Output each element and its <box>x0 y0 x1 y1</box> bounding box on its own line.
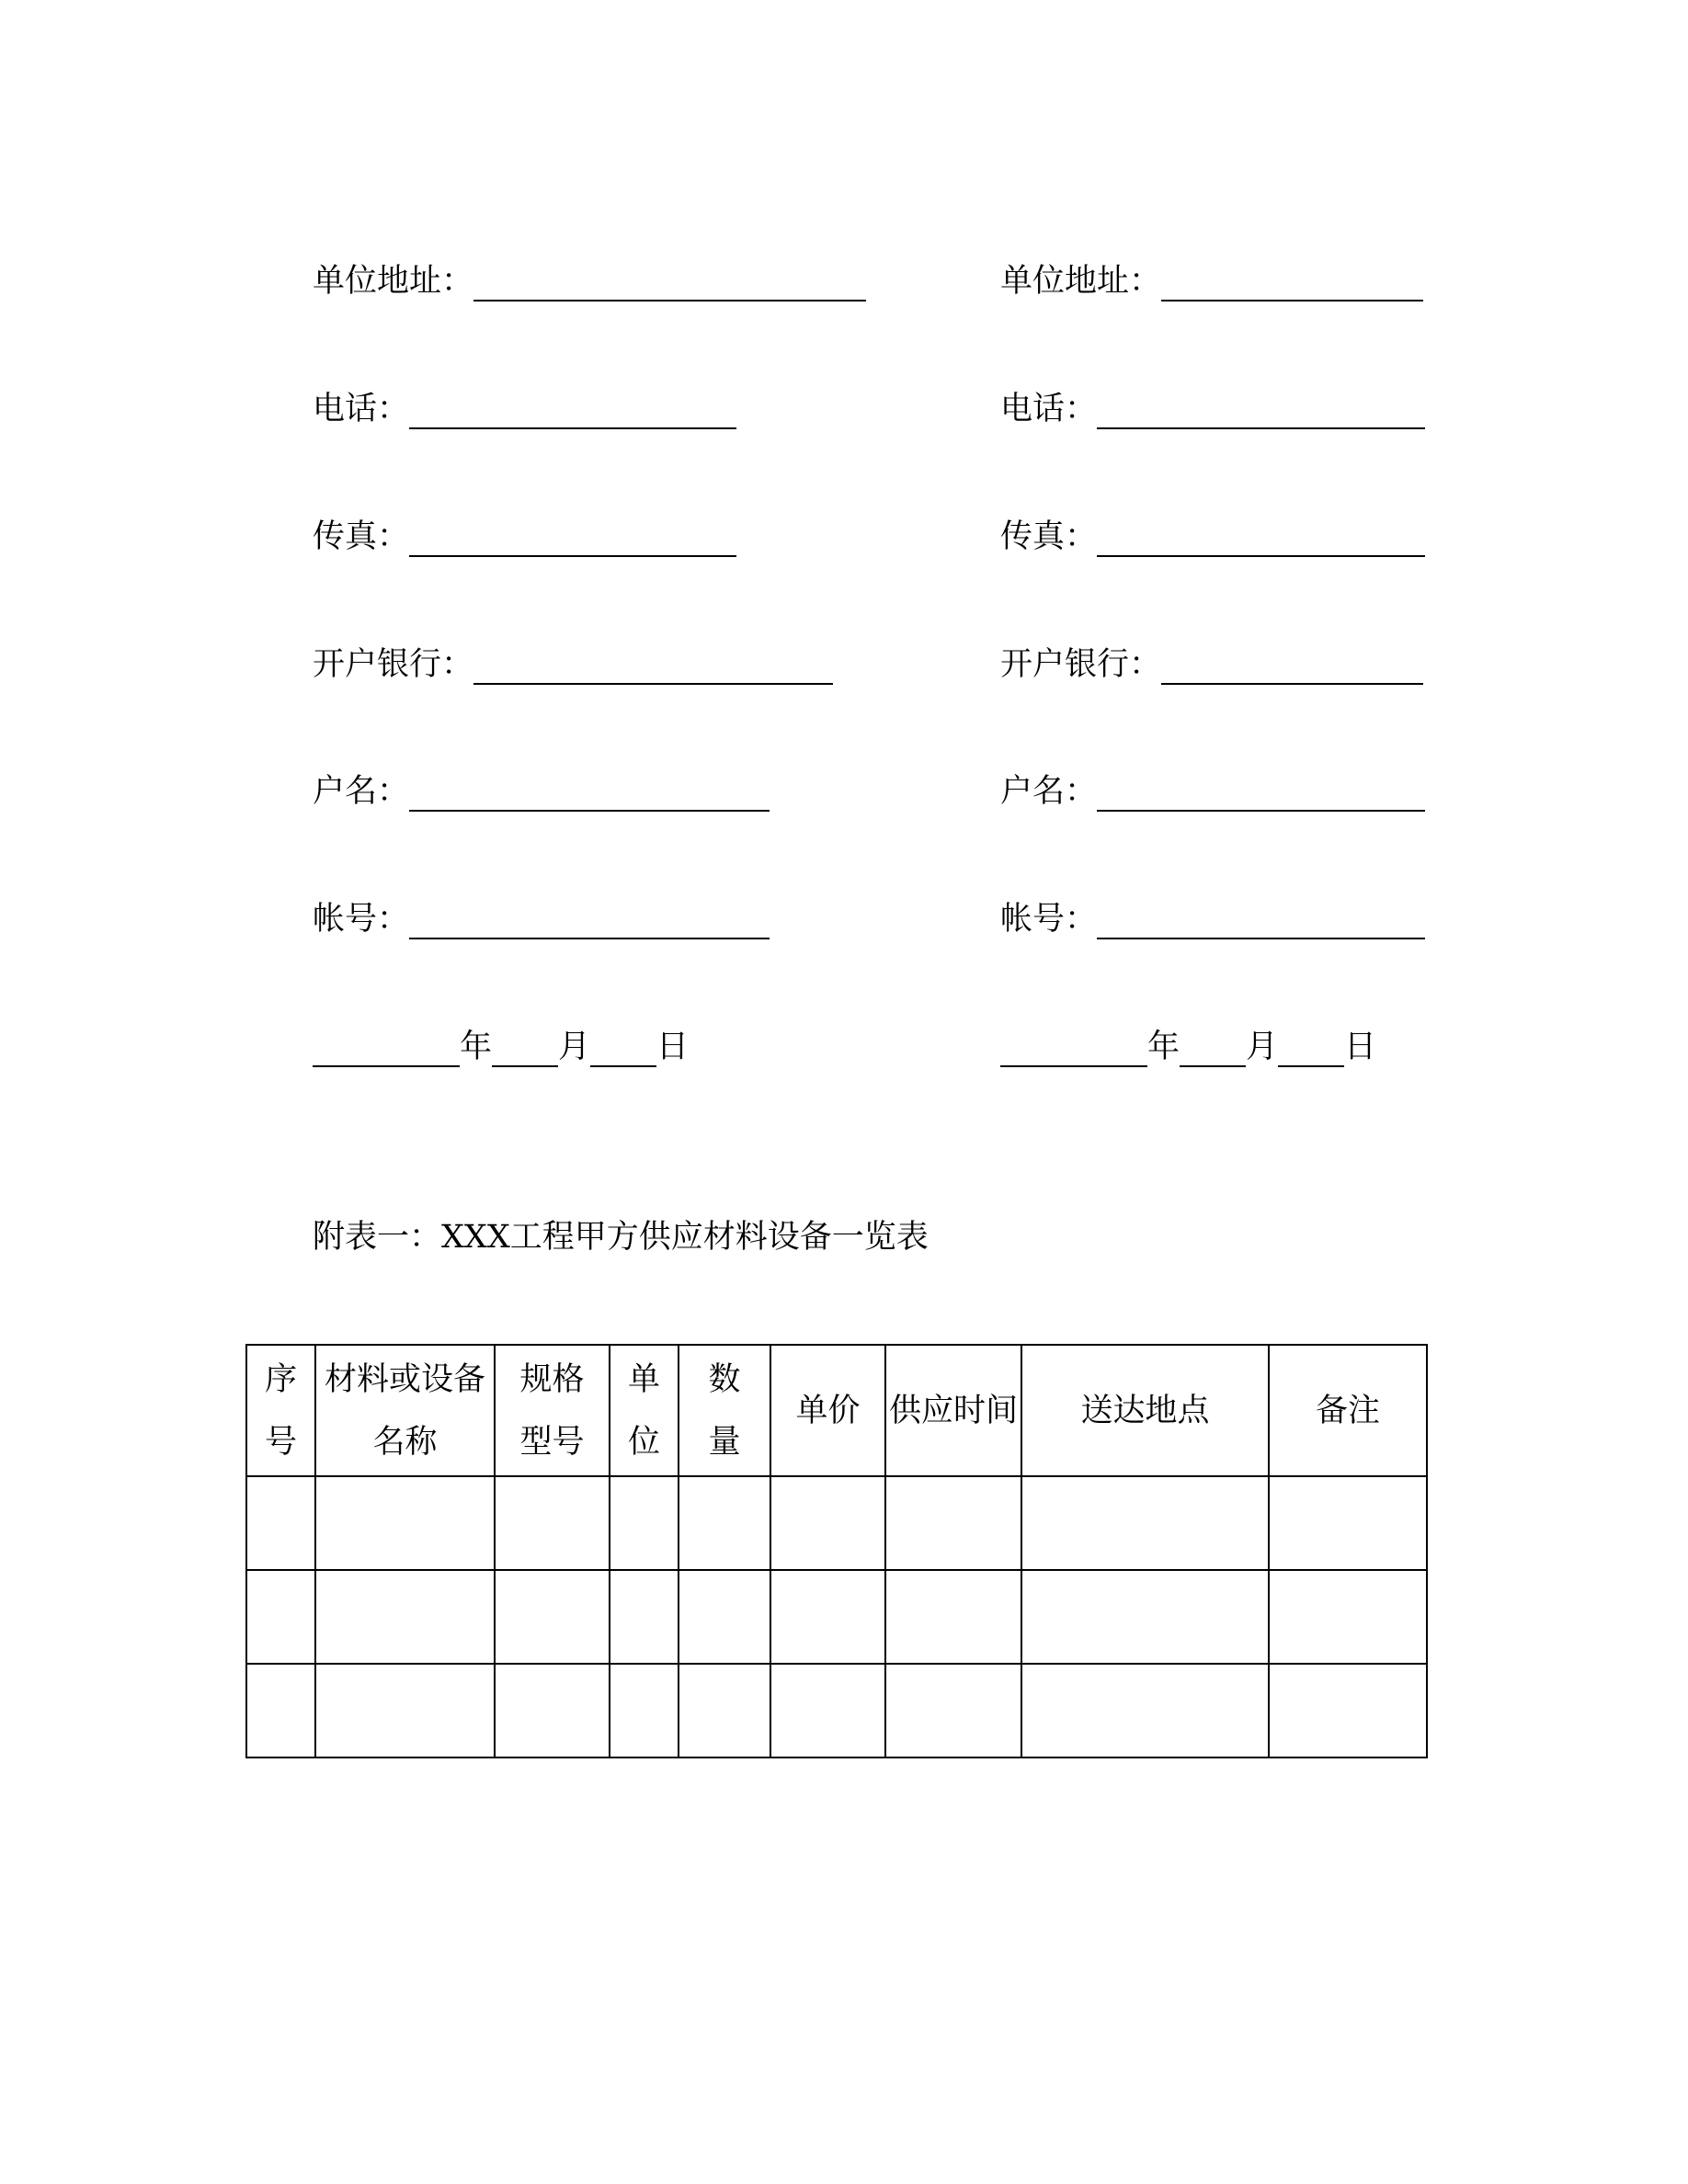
label: 单位地址： <box>313 263 474 300</box>
cell[interactable] <box>246 1570 315 1664</box>
left-date-field <box>313 1027 689 1067</box>
table-row <box>246 1664 1427 1757</box>
header-text: 送达地点 <box>1080 1392 1210 1429</box>
header-text: 单价 <box>795 1392 861 1429</box>
month-blank[interactable] <box>1180 1038 1246 1067</box>
blank-line[interactable] <box>1097 782 1425 812</box>
blank-line[interactable] <box>409 400 736 429</box>
table-header-row <box>246 1345 1427 1476</box>
left-account-name-field <box>313 771 770 812</box>
month-label: 月 <box>558 1029 591 1065</box>
day-label: 日 <box>1344 1029 1377 1065</box>
cell[interactable] <box>315 1664 495 1757</box>
table-row <box>246 1476 1427 1570</box>
table-header-cell <box>1269 1345 1427 1476</box>
day-blank[interactable] <box>590 1038 656 1067</box>
cell[interactable] <box>495 1476 610 1570</box>
label: 电话： <box>1000 391 1098 427</box>
cell[interactable] <box>246 1476 315 1570</box>
label: 传真： <box>313 518 410 555</box>
blank-line[interactable] <box>409 528 736 557</box>
cell[interactable] <box>885 1476 1021 1570</box>
header-text: 号 <box>264 1423 297 1461</box>
table-header-cell <box>885 1345 1021 1476</box>
cell[interactable] <box>1269 1664 1427 1757</box>
blank-line[interactable] <box>409 910 770 939</box>
header-text: 单 <box>627 1360 660 1398</box>
blank-line[interactable] <box>1161 272 1423 301</box>
right-bank-field <box>1000 644 1423 685</box>
year-label: 年 <box>1147 1029 1180 1065</box>
right-phone-field <box>1000 389 1425 429</box>
header-text: 规格 <box>519 1360 585 1398</box>
cell[interactable] <box>315 1570 495 1664</box>
blank-line[interactable] <box>1097 528 1425 557</box>
cell[interactable] <box>1021 1476 1269 1570</box>
day-blank[interactable] <box>1278 1038 1344 1067</box>
year-blank[interactable] <box>1000 1038 1147 1067</box>
blank-line[interactable] <box>473 655 833 685</box>
blank-line[interactable] <box>473 272 866 301</box>
blank-line[interactable] <box>409 782 770 812</box>
label: 单位地址： <box>1000 263 1162 300</box>
header-text: 位 <box>627 1423 660 1461</box>
right-address-field <box>1000 261 1423 301</box>
cell[interactable] <box>1021 1570 1269 1664</box>
cell[interactable] <box>1269 1476 1427 1570</box>
left-account-no-field <box>313 899 770 939</box>
table-header-cell <box>679 1345 770 1476</box>
left-bank-field <box>313 644 833 685</box>
table-header-cell <box>246 1345 315 1476</box>
left-phone-field <box>313 389 736 429</box>
header-text: 数 <box>708 1360 741 1398</box>
cell[interactable] <box>315 1476 495 1570</box>
blank-line[interactable] <box>1161 655 1423 685</box>
cell[interactable] <box>610 1664 679 1757</box>
table-header-cell <box>770 1345 885 1476</box>
day-label: 日 <box>656 1029 690 1065</box>
header-text: 材料或设备 <box>324 1360 485 1398</box>
cell[interactable] <box>246 1664 315 1757</box>
header-text: 名称 <box>372 1423 438 1461</box>
cell[interactable] <box>885 1664 1021 1757</box>
left-fax-field <box>313 517 736 557</box>
label: 传真： <box>1000 518 1098 555</box>
appendix-caption: 附表一：XXX工程甲方供应材料设备一览表 <box>313 1219 929 1256</box>
table-header-cell <box>315 1345 495 1476</box>
header-text: 备注 <box>1315 1392 1380 1429</box>
cell[interactable] <box>679 1476 770 1570</box>
left-address-field <box>313 261 866 301</box>
cell[interactable] <box>885 1570 1021 1664</box>
header-text: 量 <box>708 1423 741 1461</box>
month-blank[interactable] <box>492 1038 558 1067</box>
table-row <box>246 1570 1427 1664</box>
cell[interactable] <box>679 1664 770 1757</box>
blank-line[interactable] <box>1097 910 1425 939</box>
label: 户名： <box>1000 773 1098 810</box>
cell[interactable] <box>770 1570 885 1664</box>
right-account-name-field <box>1000 771 1425 812</box>
table-header-cell <box>1021 1345 1269 1476</box>
label: 开户银行： <box>313 646 474 683</box>
header-text: 供应时间 <box>888 1392 1018 1429</box>
month-label: 月 <box>1246 1029 1279 1065</box>
right-account-no-field <box>1000 899 1425 939</box>
cell[interactable] <box>1269 1570 1427 1664</box>
header-text: 序 <box>264 1360 297 1398</box>
cell[interactable] <box>495 1570 610 1664</box>
label: 帐号： <box>1000 901 1098 938</box>
cell[interactable] <box>495 1664 610 1757</box>
blank-line[interactable] <box>1097 400 1425 429</box>
year-blank[interactable] <box>313 1038 460 1067</box>
cell[interactable] <box>770 1664 885 1757</box>
label: 户名： <box>313 773 410 810</box>
header-text: 型号 <box>519 1423 585 1461</box>
cell[interactable] <box>1021 1664 1269 1757</box>
cell[interactable] <box>679 1570 770 1664</box>
materials-table <box>245 1344 1428 1758</box>
right-date-field <box>1000 1027 1376 1067</box>
cell[interactable] <box>610 1570 679 1664</box>
right-fax-field <box>1000 517 1425 557</box>
label: 开户银行： <box>1000 646 1162 683</box>
label: 电话： <box>313 391 410 427</box>
cell[interactable] <box>610 1476 679 1570</box>
table-header-cell <box>495 1345 610 1476</box>
table-header-cell <box>610 1345 679 1476</box>
label: 帐号： <box>313 901 410 938</box>
cell[interactable] <box>770 1476 885 1570</box>
year-label: 年 <box>460 1029 493 1065</box>
